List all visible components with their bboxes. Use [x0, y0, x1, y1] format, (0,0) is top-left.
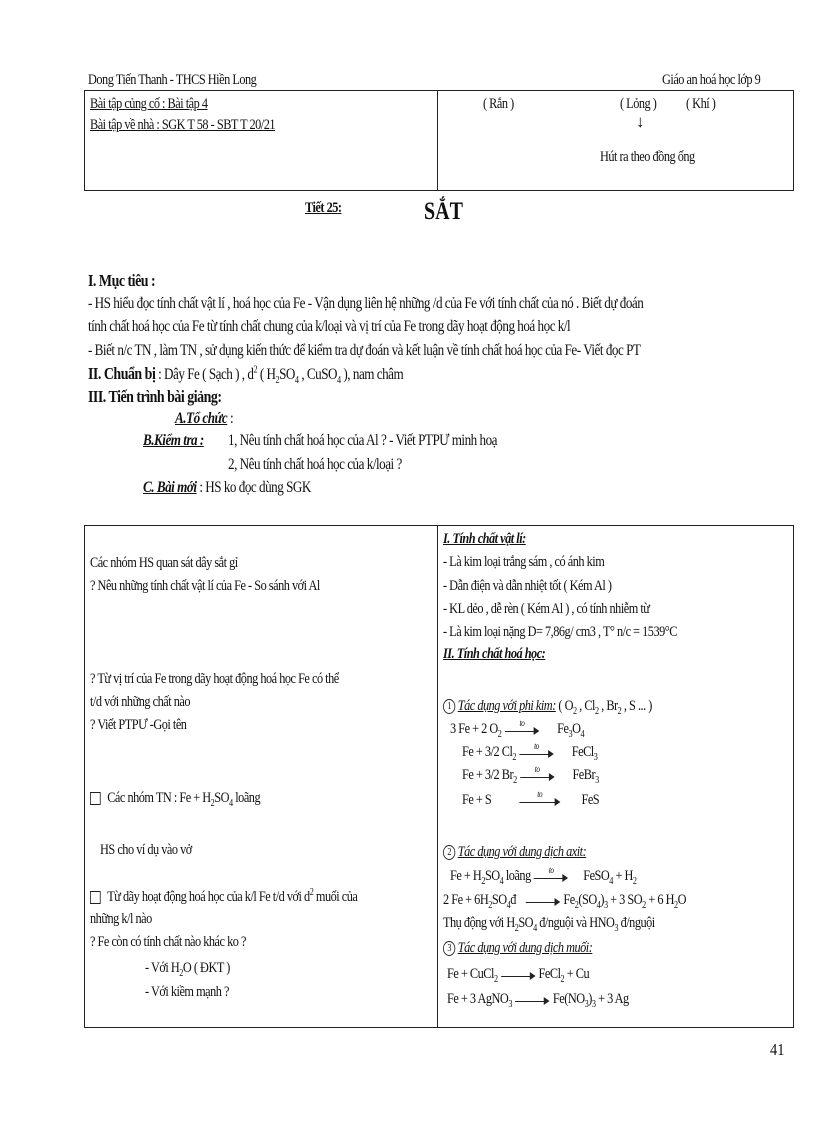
objectives-heading: I. Mục tiêu :	[88, 271, 156, 290]
physical-heading: I. Tính chất vật lí:	[443, 531, 526, 547]
reaction-fe-o2: 3 Fe + 2 $O_2$ to $Fe_3O_4$	[450, 717, 585, 740]
page-title: SẮT	[424, 198, 463, 225]
process-heading: III. Tiến trình bài giảng:	[88, 387, 222, 406]
arrow-icon: to	[505, 725, 539, 735]
teacher-step-6: Các nhóm TN : $Fe + H_2SO_4$ loãng	[90, 790, 260, 809]
down-arrow-icon: ↓	[636, 112, 645, 131]
checkbox-icon	[90, 792, 101, 805]
reaction-fe-cucl2: Fe + CuCl$_2$ FeCl$_2$ + Cu	[447, 966, 590, 985]
teacher-step-9: những k/l nào	[90, 911, 152, 927]
state-solid: ( Rắn )	[483, 96, 514, 112]
arrow-icon: to	[534, 872, 568, 882]
objectives-line-3: - Biết n/c TN , làm TN , sử dụng kiến thức để kiểm tra dự đoán và kết luận về tính chất hoá học của Fe- Viết đọc PT	[88, 342, 641, 359]
checkbox-icon	[90, 891, 101, 904]
org-line: A.Tổ chức :	[175, 410, 234, 427]
salt-heading: 3 Tác dụng với dung dịch muối:	[443, 940, 592, 957]
reaction-fe-dilute-acid: $Fe + H_2SO_4$ loãng to FeSO$_4$ + $H_2$	[450, 864, 637, 887]
state-liquid: ( Lỏng )	[620, 96, 657, 112]
homework-line-2: Bài tập về nhà : SGK T 58 - SBT T 20/21	[90, 117, 276, 133]
reaction-fe-s: Fe + S to FeS	[462, 788, 600, 808]
acid-heading: 2 Tác dụng với dung dịch axit:	[443, 844, 586, 861]
top-box-divider	[437, 90, 438, 190]
page-number: 41	[770, 1040, 785, 1059]
header-left: Dong Tiến Thanh - THCS Hiền Long	[88, 72, 257, 88]
arrow-icon	[515, 995, 549, 1005]
preparation-line: II. Chuẩn bị : Dây Fe ( Sạch ) , $d^2$ ( $H_2SO_4$ , CuSO$_4$ ), nam châm	[88, 364, 404, 387]
physical-prop-3: - KL dẻo , dễ rèn ( Kém Al ) , có tính nhiễm từ	[443, 601, 650, 617]
reaction-fe-conc-acid: 2 $Fe + 6H_2SO_4đ$ $Fe_2(SO_4)_3 + 3$ $SO_2 + 6$ $H_2O$	[443, 892, 687, 911]
arrow-icon	[526, 896, 560, 906]
teacher-step-12: - Với kiềm mạnh ?	[145, 984, 229, 1000]
arrow-icon: to	[519, 748, 553, 758]
check-question-2: 2, Nêu tính chất hoá học của k/loại ?	[228, 456, 402, 473]
teacher-step-1: Các nhóm HS quan sát dây sắt gỉ	[90, 555, 238, 571]
header-right: Giáo an hoá học lớp 9	[662, 72, 761, 88]
new-lesson-line: C. Bài mới : HS ko đọc dùng SGK	[143, 479, 311, 496]
passivation-note: Thụ động với $H_2SO_4$ đ/nguội và $HNO_3$ đ/nguội	[443, 915, 655, 934]
objectives-line-1: - HS hiểu đọc tính chất vật lí , hoá học của Fe - Vận dụng liên hệ những /d của Fe với tính chất của nó . Biết dự đoán	[88, 295, 644, 312]
homework-line-1: Bài tập củng cố : Bài tập 4	[90, 96, 208, 112]
physical-prop-4: - Là kim loại nặng D= 7,86g/ cm3 , T° n/c = 1539°C	[443, 624, 677, 640]
teacher-step-4: t/d với những chất nào	[90, 694, 191, 710]
lesson-table	[84, 525, 794, 1028]
check-label: B.Kiểm tra :	[143, 432, 204, 449]
arrow-icon: to	[519, 796, 560, 806]
teacher-step-10: ? Fe còn có tính chất nào khác ko ?	[90, 934, 246, 950]
teacher-step-11: - Với $H_2O$ ( ĐKT )	[145, 960, 230, 979]
physical-prop-1: - Là kim loại trắng sám , có ánh kim	[443, 554, 605, 570]
teacher-step-3: ? Từ vị trí của Fe trong dãy hoạt động hoá học Fe có thể	[90, 671, 339, 687]
state-gas: ( Khí )	[686, 96, 716, 112]
arrow-icon: to	[520, 771, 554, 781]
suction-note: Hút ra theo đồng ống	[600, 149, 695, 165]
reaction-fe-cl2: Fe + 3/2 $Cl_2$ to FeCl$_3$	[462, 740, 598, 763]
check-question-1: 1, Nêu tính chất hoá học của Al ? - Viết PTPƯ minh hoạ	[228, 432, 497, 449]
chemical-heading: II. Tính chất hoá học:	[443, 646, 546, 662]
reaction-fe-br2: Fe + 3/2 $Br_2$ to FeBr$_3$	[462, 763, 599, 786]
teacher-step-8: Từ dãy hoạt động hoá học của k/l Fe t/d với $d^2$ muối của	[90, 887, 357, 906]
objectives-line-2: tính chất hoá học của Fe từ tính chất chung của k/loại và vị trí của Fe trong dãy hoạt động hoá học k/l	[88, 318, 571, 335]
teacher-step-7: HS cho ví dụ vào vở	[100, 842, 192, 858]
lesson-table-divider	[437, 525, 438, 1027]
nonmetal-heading: 1 Tác dụng với phi kim: ( $O_2$ , $Cl_2$ , $Br_2$ , S ... )	[443, 698, 652, 717]
teacher-step-2: ? Nêu những tính chất vật lí của Fe - So sánh với Al	[90, 578, 320, 594]
lesson-label: Tiết 25:	[305, 200, 342, 216]
reaction-fe-agno3: Fe + 3 AgNO$_3$ $Fe(NO_3)_3 + 3$ Ag	[447, 991, 629, 1010]
physical-prop-2: - Dẫn điện và dẫn nhiệt tốt ( Kém Al )	[443, 578, 612, 594]
teacher-step-5: ? Viết PTPƯ -Gọi tên	[90, 717, 187, 733]
arrow-icon	[501, 970, 535, 980]
